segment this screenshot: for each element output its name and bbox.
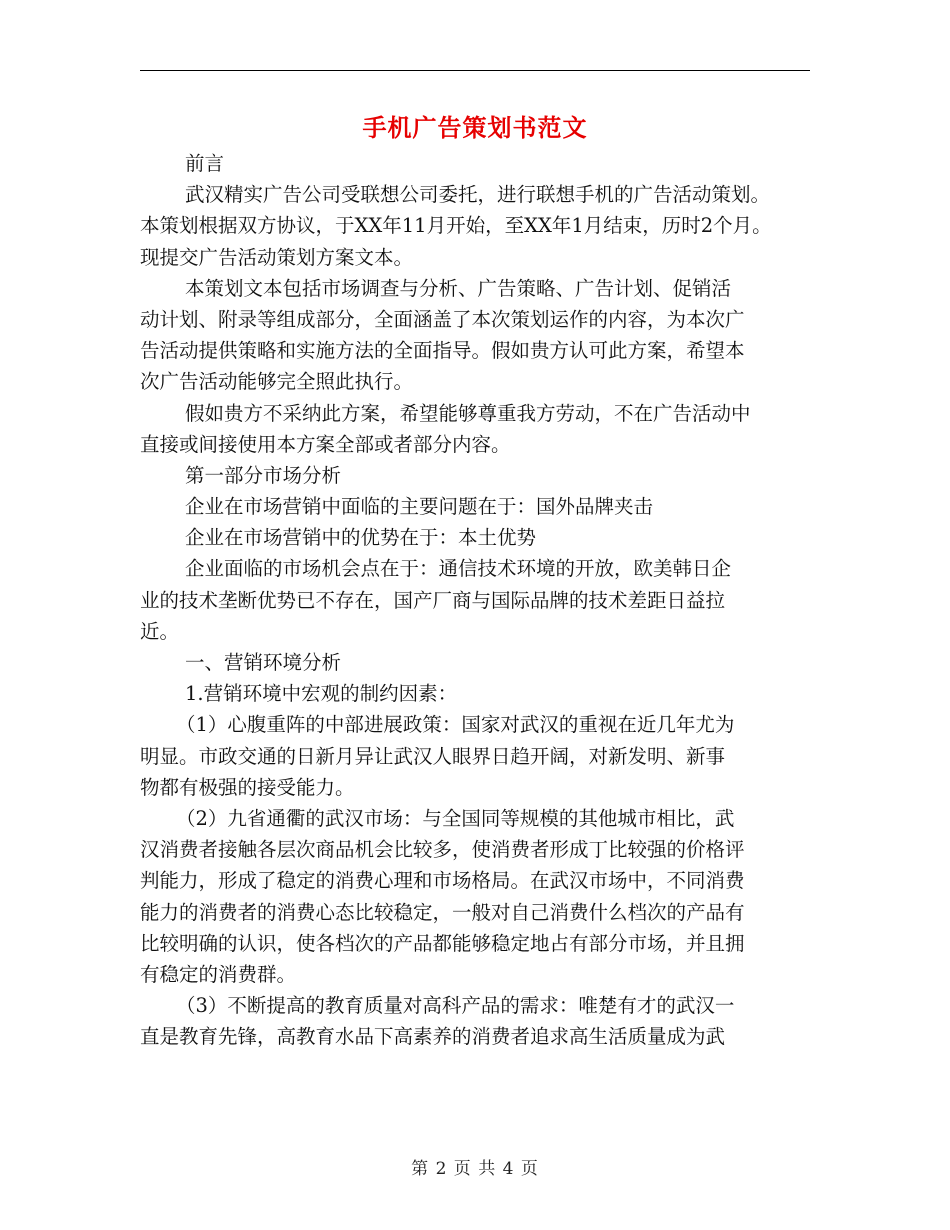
text-line: 本策划根据双方协议，于XX年11月开始，至XX年1月结束，历时2个月。 xyxy=(140,214,772,238)
text-line: 本策划文本包括市场调查与分析、广告策略、广告计划、促销活 xyxy=(185,276,732,300)
text-line: 告活动提供策略和实施方法的全面指导。假如贵方认可此方案，希望本 xyxy=(140,339,745,363)
text-line: 业的技术垄断优势已不存在，国产厂商与国际品牌的技术差距日益拉 xyxy=(140,588,726,612)
text-line: 直接或间接使用本方案全部或者部分内容。 xyxy=(140,432,511,456)
text-line: 1.营销环境中宏观的制约因素： xyxy=(185,682,458,706)
text-line: （1）心腹重阵的中部进展政策：国家对武汉的重视在近几年尤为 xyxy=(176,713,735,737)
text-line: 前言 xyxy=(185,152,225,175)
text-line: 次广告活动能够完全照此执行。 xyxy=(140,370,414,394)
text-line: 第一部分市场分析 xyxy=(185,463,342,487)
top-rule xyxy=(140,70,810,71)
text-line: （3）不断提高的教育质量对高科产品的需求：唯楚有才的武汉一 xyxy=(176,994,735,1018)
text-line: 现提交广告活动策划方案文本。 xyxy=(140,245,414,269)
text-line: 汉消费者接触各层次商品机会比较多，使消费者形成丁比较强的价格评 xyxy=(140,838,745,862)
text-line: 物都有极强的接受能力。 xyxy=(140,775,355,799)
text-line: 武汉精实广告公司受联想公司委托，进行联想手机的广告活动策划。 xyxy=(185,183,771,207)
text-line: 比较明确的认识，使各档次的产品都能够稳定地占有部分市场，并且拥 xyxy=(140,931,745,955)
text-line: 判能力，形成了稳定的消费心理和市场格局。在武汉市场中，不同消费 xyxy=(140,869,745,893)
page-title: 手机广告策划书范文 xyxy=(362,113,588,142)
text-line: 近。 xyxy=(140,619,180,643)
text-line: 企业在市场营销中的优势在于：本土优势 xyxy=(185,526,537,550)
text-line: 企业面临的市场机会点在于：通信技术环境的开放，欧美韩日企 xyxy=(185,557,732,581)
text-line: 假如贵方不采纳此方案，希望能够尊重我方劳动，不在广告活动中 xyxy=(185,401,751,425)
text-line: 有稳定的消费群。 xyxy=(140,962,297,986)
text-line: 直是教育先锋，高教育水品下高素养的消费者追求高生活质量成为武 xyxy=(140,1025,726,1049)
text-line: 明显。市政交通的日新月异让武汉人眼界日趋开阔，对新发明、新事 xyxy=(140,744,726,768)
text-line: 动计划、附录等组成部分，全面涵盖了本次策划运作的内容，为本次广 xyxy=(140,307,745,331)
page-footer: 第 2 页 共 4 页 xyxy=(411,1159,539,1179)
text-line: （2）九省通衢的武汉市场：与全国同等规模的其他城市相比，武 xyxy=(176,806,735,830)
text-line: 能力的消费者的消费心态比较稳定，一般对自己消费什么档次的产品有 xyxy=(140,900,745,924)
document-body xyxy=(140,148,810,1052)
text-line: 企业在市场营销中面临的主要问题在于：国外品牌夹击 xyxy=(185,495,654,519)
text-line: 一、营销环境分析 xyxy=(185,651,342,674)
